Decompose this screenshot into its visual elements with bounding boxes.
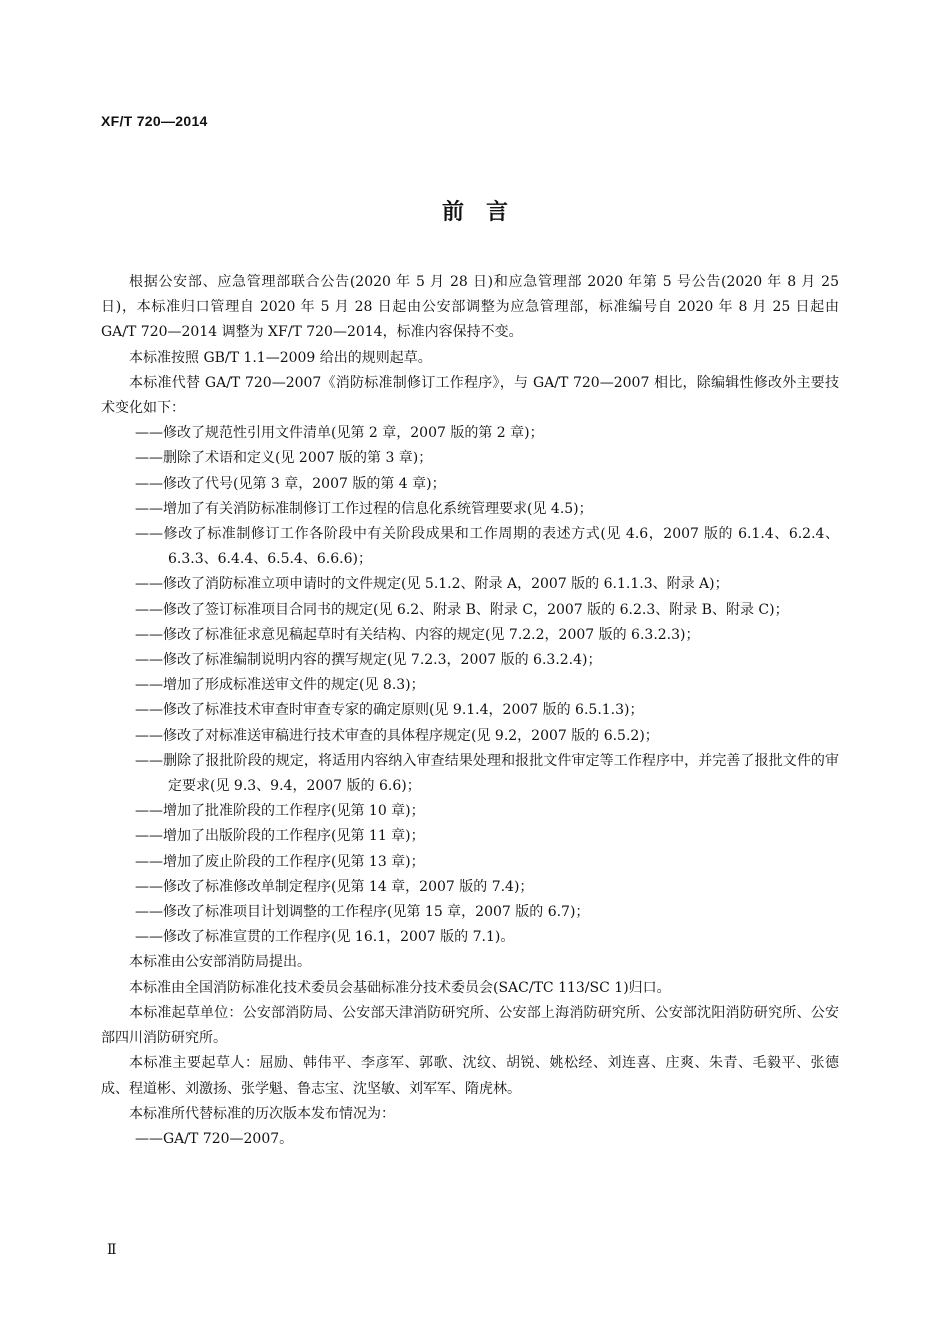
history-item: ——GA/T 720—2007。: [135, 1130, 294, 1147]
page-title: 前 言: [441, 200, 508, 225]
list-item: ——修改了标准修改单制定程序(见第 14 章，2007 版的 7.4)；: [135, 878, 534, 895]
paragraph-proposer: 本标准由公安部消防局提出。: [129, 954, 311, 971]
list-item: ——增加了废止阶段的工作程序(见第 13 章)；: [135, 853, 425, 870]
list-item: ——增加了形成标准送审文件的规定(见 8.3)；: [135, 677, 425, 694]
list-item: ——修改了签订标准项目合同书的规定(见 6.2、附录 B、附录 C，2007 版的 6.2.3、附录 B、附录 C)；: [135, 601, 789, 618]
paragraph-drafters: 本标准主要起草人：屈励、韩伟平、李彦军、郭歌、沈纹、胡锐、姚松经、刘连喜、庄爽、朱青、毛毅平、张德成、程道彬、刘激扬、张学魁、鲁志宝、沈坚敏、刘军军、隋虎林。: [101, 1055, 839, 1097]
list-item: ——修改了标准技术审查时审查专家的确定原则(见 9.1.4，2007 版的 6.5.1.3)；: [135, 702, 644, 719]
paragraph-drafting-units: 本标准起草单位：公安部消防局、公安部天津消防研究所、公安部上海消防研究所、公安部沈阳消防研究所、公安部四川消防研究所。: [101, 1004, 839, 1047]
list-item: ——增加了出版阶段的工作程序(见第 11 章)；: [135, 828, 425, 845]
paragraph-history-intro: 本标准所代替标准的历次版本发布情况为：: [129, 1105, 395, 1122]
changes-list: [101, 421, 839, 950]
list-item: ——修改了消防标准立项申请时的文件规定(见 5.1.2、附录 A，2007 版的 6.1.1.3、附录 A)；: [135, 576, 729, 593]
list-item: ——修改了标准制修订工作各阶段中有关阶段成果和工作周期的表述方式(见 4.6，2007 版的 6.1.4、6.2.4、6.3.3、6.4.4、6.5.4、6.6.6)；: [135, 526, 839, 568]
list-item: ——删除了术语和定义(见 2007 版的第 3 章)；: [135, 450, 433, 467]
list-item: ——修改了标准项目计划调整的工作程序(见第 15 章，2007 版的 6.7)；: [135, 904, 590, 921]
list-item: ——修改了标准编制说明内容的撰写规定(见 7.2.3，2007 版的 6.3.2.4)；: [135, 652, 602, 669]
paragraph-announcement: 根据公安部、应急管理部联合公告(2020 年 5 月 28 日)和应急管理部 2020 年第 5 号公告(2020 年 8 月 25 日)，本标准归口管理自 2020 年 5 月 28 日起由公安部调整为应急管理部，标准编号自 2020 年 8 月 25 日起由 GA/T 720—2014 调整为 XF/T 720—2014，标准内容保持不变。: [101, 274, 839, 341]
paragraph-drafting-rules: 本标准按照 GB/T 1.1—2009 给出的规则起草。: [129, 349, 432, 366]
paragraph-replacement: 本标准代替 GA/T 720—2007《消防标准制修订工作程序》，与 GA/T 720—2007 相比，除编辑性修改外主要技术变化如下：: [101, 374, 839, 417]
list-item: ——修改了标准征求意见稿起草时有关结构、内容的规定(见 7.2.2，2007 版的 6.3.2.3)；: [135, 626, 700, 643]
list-item: ——修改了代号(见第 3 章，2007 版的第 4 章)；: [135, 475, 446, 492]
list-item: ——增加了有关消防标准制修订工作过程的信息化系统管理要求(见 4.5)；: [135, 500, 593, 517]
standard-code-header: XF/T 720—2014: [101, 113, 208, 129]
paragraph-committee: 本标准由全国消防标准化技术委员会基础标准分技术委员会(SAC/TC 113/SC 1)归口。: [129, 979, 671, 996]
list-item: ——增加了批准阶段的工作程序(见第 10 章)；: [135, 803, 425, 820]
list-item: ——修改了规范性引用文件清单(见第 2 章，2007 版的第 2 章)；: [135, 425, 544, 442]
list-item: ——修改了标准宣贯的工作程序(见 16.1，2007 版的 7.1)。: [135, 929, 515, 946]
foreword-body: [101, 270, 839, 1152]
list-item: ——删除了报批阶段的规定，将适用内容纳入审查结果处理和报批文件审定等工作程序中，并完善了报批文件的审定要求(见 9.3、9.4，2007 版的 6.6)；: [135, 752, 839, 795]
list-item: ——修改了对标准送审稿进行技术审查的具体程序规定(见 9.2，2007 版的 6.5.2)；: [135, 727, 659, 744]
page-number: Ⅱ: [107, 1242, 117, 1258]
